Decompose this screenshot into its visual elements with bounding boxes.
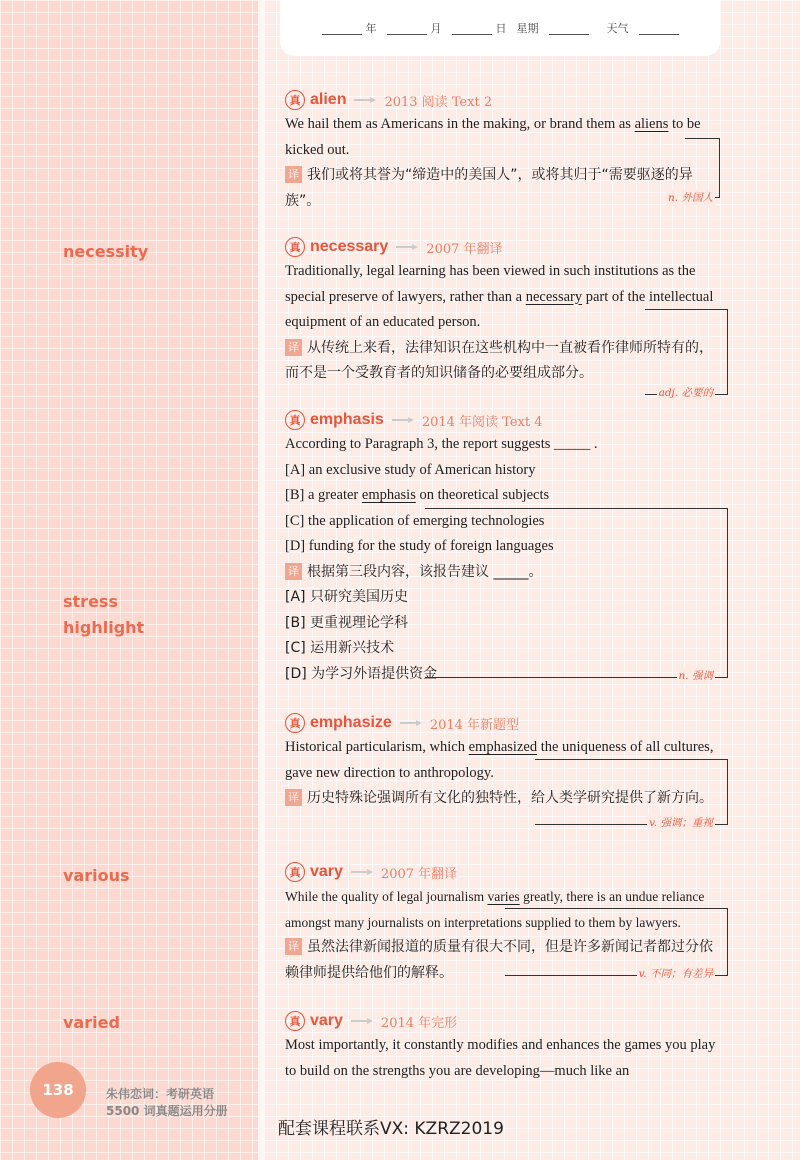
english-sentence: We hail them as Americans in the making, or brand them as aliens to be kicked out. [285, 116, 701, 158]
sidebar-word-highlight: highlight [63, 618, 145, 637]
headword: alien [310, 91, 347, 108]
source: 2013 阅读 Text 2 [384, 94, 493, 110]
headword: vary [310, 1012, 343, 1029]
headword: necessary [310, 238, 389, 255]
bracket-line [425, 508, 728, 678]
zhen-badge: 真 [285, 237, 305, 257]
sidebar-word-necessity: necessity [63, 242, 149, 261]
source: 2014 年新题型 [429, 717, 520, 733]
yi-badge: 译 [285, 563, 302, 580]
option-b: [B] a greater emphasis on theoretical subjects [285, 487, 550, 503]
english-sentence: While the quality of legal journalism varies greatly, there is an undue reliance amongst many journalists on interpretations supplied to them by lawyers. [285, 889, 705, 930]
chinese-translation: 译 虽然法律新闻报道的质量有很大不同，但是许多新闻记者都过分依赖律师提供给他们的解释。 [285, 939, 713, 981]
bracket-line [645, 309, 728, 395]
option-d: [D] funding for the study of foreign languages [285, 538, 554, 554]
sidebar-word-various: various [63, 866, 130, 885]
arrow-icon [351, 1018, 373, 1024]
year-label: 年 [365, 22, 377, 35]
bracket-line [685, 138, 720, 198]
entry-vary [285, 860, 725, 986]
chinese-translation: 译 从传统上来看，法律知识在这些机构中一直被看作律师所特有的，而不是一个受教育者的知识储备的必要组成部分。 [285, 339, 713, 381]
english-sentence: Most importantly, it constantly modifies and enhances the games you play to build on the strengths you are developing—much like an [285, 1037, 716, 1079]
option-c: [C] the application of emerging technologies [285, 512, 545, 529]
arrow-icon [392, 417, 414, 423]
book-title-line1: 朱伟恋词：考研英语 [106, 1087, 215, 1101]
keyword: necessary [525, 288, 583, 305]
weekday-label: 星期 [516, 22, 539, 35]
book-title-line2: 5500 词真题运用分册 [106, 1104, 228, 1118]
day-label: 日 [495, 22, 507, 35]
part-of-speech: n. 强调 [678, 670, 713, 682]
entry-vary-2 [285, 1009, 725, 1084]
chinese-question: 译 根据第三段内容，该报告建议 _____。 [285, 560, 725, 586]
keyword: emphasized [468, 739, 538, 755]
zhen-badge: 真 [285, 862, 305, 882]
month-label: 月 [430, 22, 442, 35]
source: 2014 年阅读 Text 4 [421, 414, 543, 430]
arrow-icon [351, 869, 373, 875]
page-number-badge [30, 1062, 92, 1122]
weather-label: 天气 [606, 22, 629, 35]
yi-badge: 译 [285, 938, 302, 955]
cn-option-c: [C] 运用新兴技术 [285, 640, 395, 656]
cn-option-a: [A] 只研究美国历史 [285, 589, 408, 605]
arrow-icon [396, 244, 418, 250]
entry-emphasis [285, 408, 725, 687]
yi-badge: 译 [285, 789, 302, 806]
part-of-speech: n. 外国人 [668, 192, 713, 204]
part-of-speech: v. 强调；重视 [649, 817, 713, 829]
yi-badge: 译 [285, 339, 302, 356]
chinese-translation: 译 历史特殊论强调所有文化的独特性，给人类学研究提供了新方向。 [285, 786, 725, 812]
source: 2014 年完形 [380, 1015, 458, 1031]
part-of-speech: v. 不同；有差异 [638, 968, 713, 980]
watermark-text: 配套课程联系VX: KZRZ2019 [278, 1119, 504, 1139]
english-sentence: Historical particularism, which emphasized the uniqueness of all cultures, gave new direction to anthropology. [285, 739, 714, 781]
source: 2007 年翻译 [380, 866, 458, 882]
entry-necessary [285, 235, 725, 399]
headword: emphasis [310, 411, 384, 428]
entry-alien [285, 88, 725, 214]
sidebar-word-varied: varied [63, 1013, 120, 1032]
cn-option-d: [D] 为学习外语提供资金 [285, 665, 438, 682]
sidebar [0, 0, 258, 1160]
sidebar-word-stress: stress [63, 592, 118, 611]
english-sentence: Traditionally, legal learning has been viewed in such institutions as the special preserve of lawyers, rather than a necessary part of the intellectual equipment of an educated person. [285, 263, 714, 330]
headword: emphasize [310, 714, 392, 731]
question: According to Paragraph 3, the report suggests _____ . [285, 436, 598, 452]
zhen-badge: 真 [285, 90, 305, 110]
arrow-icon [400, 720, 422, 726]
part-of-speech: adj. 必要的 [658, 387, 713, 399]
page-number: 138 [30, 1062, 86, 1118]
date-bar [280, 0, 720, 56]
zhen-badge: 真 [285, 713, 305, 733]
arrow-icon [354, 97, 376, 103]
book-title [106, 1086, 228, 1120]
option-a: [A] an exclusive study of American history [285, 461, 536, 478]
zhen-badge: 真 [285, 1011, 305, 1031]
keyword: emphasis [361, 487, 416, 503]
source: 2007 年翻译 [426, 241, 503, 257]
keyword: varies [487, 889, 520, 904]
entry-emphasize [285, 711, 725, 829]
headword: vary [310, 863, 343, 880]
keyword: aliens [634, 116, 669, 132]
cn-option-b: [B] 更重视理论学科 [285, 614, 408, 631]
chinese-translation: 译 我们或将其誉为“缔造中的美国人”，或将其归于“需要驱逐的异族”。 [285, 167, 693, 209]
yi-badge: 译 [285, 166, 302, 183]
zhen-badge: 真 [285, 410, 305, 430]
